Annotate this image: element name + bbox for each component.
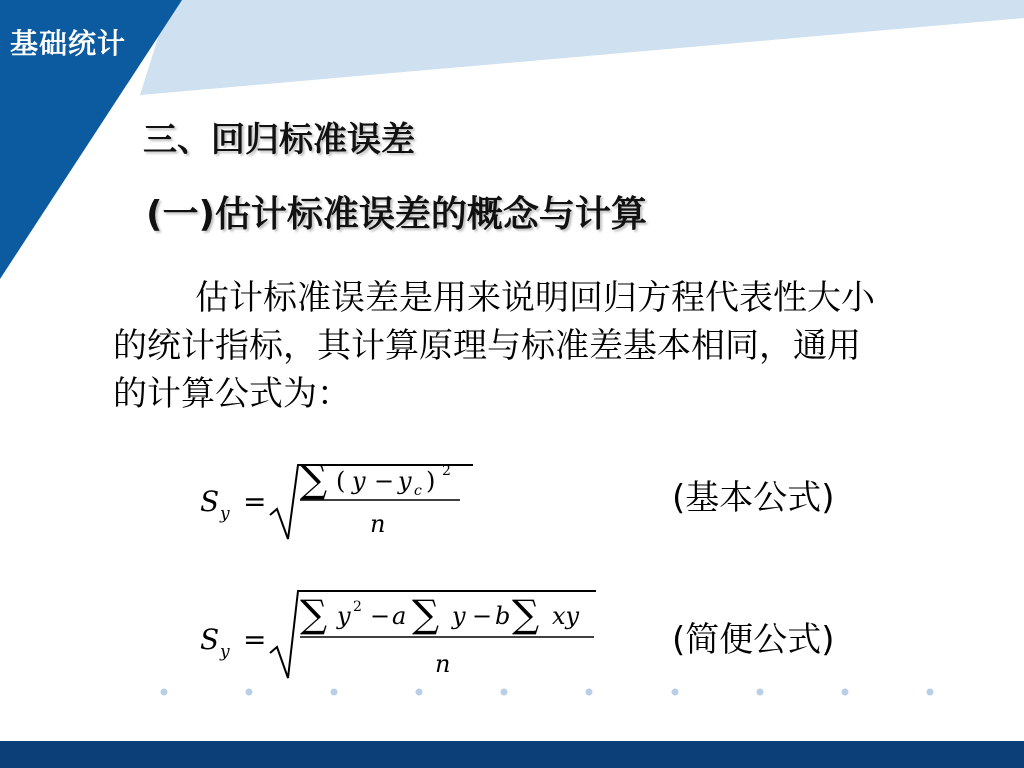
formula-y2: y: [337, 602, 351, 630]
subsection-heading: (一)估计标准误差的概念与计算: [146, 194, 647, 235]
formula-y: y: [452, 602, 466, 630]
formula-y2-power: 2: [353, 599, 362, 615]
body-line: 的统计指标，其计算原理与标准差基本相同，通用: [113, 326, 861, 366]
formula-minus: −: [374, 467, 395, 495]
body-line: 的计算公式为：: [113, 374, 351, 414]
formula-equals: =: [243, 623, 267, 656]
formula-lhs-sub: y: [220, 642, 230, 662]
formula-yc: y: [398, 467, 412, 495]
sum-symbol: ∑: [300, 457, 328, 501]
formula-lhs: S: [200, 485, 220, 518]
section-tag: 基础统计: [10, 27, 127, 60]
formula-lhs-sub: y: [220, 504, 230, 524]
section-heading: 三、回归标准误差: [143, 120, 415, 160]
formula-yc-sub: c: [414, 483, 422, 499]
formula-denominator: n: [435, 650, 451, 678]
bottom-bar: [0, 741, 1024, 768]
formula-y: y: [352, 467, 366, 495]
formula-equals: =: [243, 485, 267, 518]
formula-minus: −: [472, 602, 493, 630]
simplified-formula: [190, 582, 620, 692]
formula-open-paren: (: [336, 467, 346, 495]
formula-close-paren: ): [426, 467, 436, 495]
sum-symbol: ∑: [300, 592, 328, 636]
formula-b: b: [495, 602, 511, 630]
sum-symbol: ∑: [412, 592, 440, 636]
simplified-formula-label: (简便公式): [672, 620, 835, 660]
basic-formula-label: (基本公式): [672, 478, 835, 518]
formula-denominator: n: [370, 510, 386, 538]
sum-symbol: ∑: [512, 592, 540, 636]
basic-formula: [190, 445, 660, 555]
formula-xy: xy: [552, 602, 580, 630]
formula-a: a: [392, 602, 407, 630]
formula-lhs: S: [200, 623, 220, 656]
body-paragraph: [113, 274, 993, 418]
formula-minus: −: [370, 602, 391, 630]
body-line: 估计标准误差是用来说明回归方程代表性大小: [195, 278, 875, 318]
light-stripe: [140, 0, 1024, 95]
formula-power: 2: [442, 463, 451, 479]
